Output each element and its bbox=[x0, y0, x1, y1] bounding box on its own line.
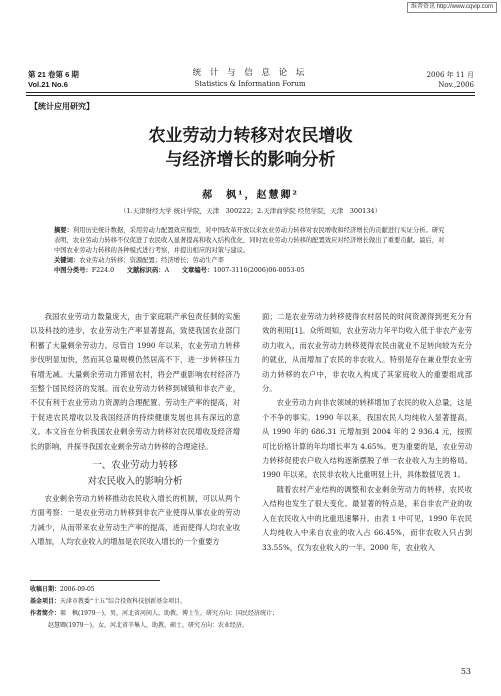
footnotes bbox=[30, 584, 470, 631]
abstract-label: 摘要： bbox=[54, 227, 73, 234]
volume-cn: 第 21 卷第 6 期 bbox=[28, 70, 79, 79]
header-rule bbox=[26, 92, 475, 93]
authors: 郝 枫¹，赵慧卿² bbox=[202, 190, 299, 201]
journal-name-en: Statistics & Information Forum bbox=[194, 80, 306, 88]
title-line-1: 农业劳动力转移对农民增收 bbox=[148, 126, 353, 146]
intro-paragraph: 我国农业劳动力数量庞大，由于家庭联产承包责任制的实施以及科技的进步，农业劳动生产率显著提高，致使我国农业部门积蓄了大量剩余劳动力。尽管自 1990 年以来，农业劳动力转移步伐明显加快，然而其总量规模仍然居高不下，进一步转移压力有增无减。大量剩余劳动力滞留农村，将会严重影响农村经济乃至整个国民经济的发展。而农业劳动力转移到城镇和非农产业，不仅有利于农业劳动力资源的合理配置、劳动生产率的提高，对于促进农民增收以及我国经济的持续健康发展也具有深远的意义。本文旨在分析我国农业剩余劳动力转移对农民增收及经济增长的影响，并探寻我国农业剩余劳动力转移的合理途径。 bbox=[30, 312, 240, 451]
keywords-text: 农业劳动力转移；资源配置；经济增长；劳动生产率 bbox=[79, 257, 225, 264]
footnote-rule bbox=[30, 580, 160, 581]
fund-label: 基金项目： bbox=[30, 599, 61, 605]
affiliation: （1.天津财经大学 统计学院，天津 300222；2.天津商学院 经贸学院，天津 300134） bbox=[119, 207, 382, 215]
body-paragraph: 面；二是农业劳动力转移使得农村居民的时间资源得到更充分有效的利用[1]。众所周知，农业劳动力年平均收入低于非农产业劳动力收入，而农业劳动力转移使得农民由就业不足转向较为充分的就业，从而增加了农民的非农收入。特别是存在兼业型农业劳动力转移的农户中，非农收入构成了其家庭收入的重要组成部分。 bbox=[262, 312, 472, 394]
classification bbox=[54, 266, 449, 276]
article-no-value: 1007-3116(2006)06-0053-05 bbox=[213, 267, 305, 274]
section-tag: 【统计应用研究】 bbox=[30, 102, 94, 111]
journal-name-cn: 统 计 与 信 息 论 坛 bbox=[192, 68, 308, 78]
paper-title bbox=[0, 124, 501, 172]
doccode-label: 文献标识码： bbox=[126, 267, 165, 274]
clc-value: F224.0 bbox=[91, 267, 115, 274]
journal-date bbox=[427, 70, 474, 90]
date-cn: 2006 年 11 月 bbox=[426, 71, 474, 79]
doccode-value: A bbox=[164, 267, 170, 274]
section-heading bbox=[30, 458, 240, 490]
author-label: 作者简介： bbox=[30, 611, 61, 617]
section-heading-line-2: 对农民收入的影响分析 bbox=[87, 476, 183, 488]
page-number: 53 bbox=[460, 667, 471, 676]
journal-volume bbox=[28, 70, 79, 90]
received-date bbox=[30, 584, 470, 596]
author-info-2: 赵慧卿(1979－)，女，河北省辛集人，助教，硕士，研究方向：农业经济。 bbox=[48, 622, 248, 629]
article-no-label: 文章编号： bbox=[181, 267, 214, 274]
received-label: 收稿日期： bbox=[30, 587, 61, 593]
left-column bbox=[30, 310, 240, 550]
keywords-label: 关键词： bbox=[54, 257, 80, 264]
fund-info bbox=[30, 596, 470, 608]
date-en: Nov.,2006 bbox=[438, 81, 474, 89]
body-paragraph: 随着农村产业结构的调整和农业剩余劳动力的转移，农民收入结构也发生了很大变化。最显著的特点是，来自非农产业的收入在农民收入中的比重迅速攀升。由表 1 中可见，1990 年农民人均纯收入中来自农业的收入占 66.45%，而非农收入只占到 33.55%，仅为农业收入的一半。2000 年，农业收入 bbox=[262, 484, 472, 552]
fund-value: 天津市教委“十五”综合投资科技创新基金项目。 bbox=[60, 598, 187, 605]
right-column bbox=[262, 310, 472, 555]
journal-name bbox=[150, 68, 350, 90]
author-info bbox=[30, 608, 470, 620]
body-paragraph: 农业剩余劳动力转移推动农民收入增长的机制，可以从两个方面考察：一是农业劳动力转移到非农产业使得从事农业的劳动力减少，从而带来农业劳动生产率的提高，进而使得人均农业收入增加，人均农业收入的增加是农民收入增长的一个重要方 bbox=[30, 494, 240, 547]
author-1: 郝 枫(1979－)，男，河北省河间人，助教，博士生，研究方向：国民经济统计； bbox=[60, 610, 278, 617]
received-value: 2006-09-05 bbox=[60, 586, 95, 593]
keywords bbox=[54, 256, 449, 266]
watermark: 维普资讯 http://www.cqvip.com bbox=[407, 2, 497, 13]
abstract bbox=[54, 226, 449, 256]
abstract-text: 利用历史统计数据，采用劳动力配置效应模型，对中国改革开放以来农业劳动力转移对农民增收和经济增长的贡献进行实证分析。研究表明，农业劳动力转移不仅促进了农民收入显著提高和收入结构优化，同时农业劳动力转移的配置效应对经济增长做出了重要贡献。最后，对中国农业劳动力转移的各种模式进行考察，并提出相应的对策与建议。 bbox=[54, 227, 445, 254]
volume-en: Vol.21 No.6 bbox=[28, 80, 68, 89]
body-paragraph: 农业劳动力向非农领域的转移增加了农民的收入总量，这是个不争的事实。1990 年以来，我国农民人均纯收入显著提高，从 1990 年的 686.31 元增加到 2004 年的 2 936.4 元，按照可比价格计算的年均增长率为 4.65%。更为重要的是，农业劳动力转移促使农户收入结构逐渐摆脱了单一农业收入为主的格局。1990 年以来，农民非农收入比重明显上升，具体数值见表 1。 bbox=[262, 398, 472, 480]
header-rule-thin bbox=[26, 95, 475, 96]
title-line-2: 与经济增长的影响分析 bbox=[165, 150, 336, 170]
clc-label: 中图分类号： bbox=[54, 267, 92, 274]
section-heading-line-1: 一、农业劳动力转移 bbox=[92, 460, 178, 472]
abstract-block bbox=[54, 226, 449, 276]
